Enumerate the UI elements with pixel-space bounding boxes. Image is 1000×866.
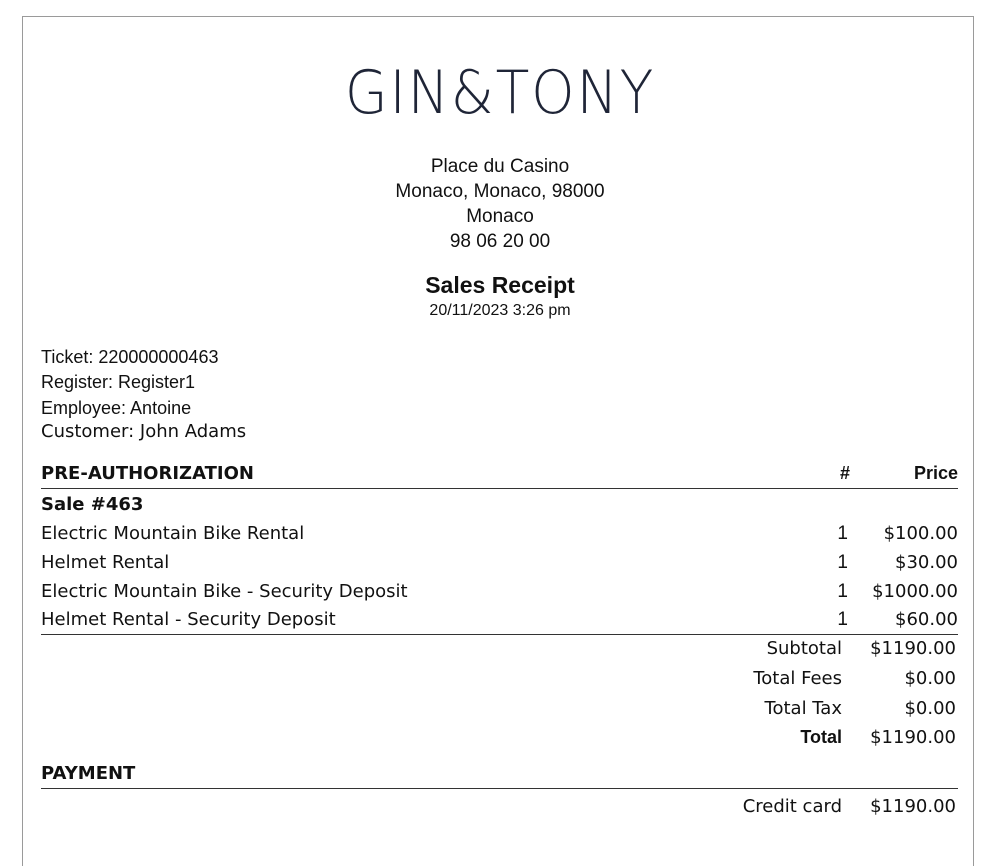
item-price: $60.00 <box>895 609 958 630</box>
payment-row <box>41 796 958 824</box>
register-name: Register: Register1 <box>41 372 196 392</box>
table-row <box>41 523 958 551</box>
table-row <box>41 581 958 609</box>
fees-row <box>41 668 958 696</box>
address-line1: Place du Casino <box>430 156 570 177</box>
header-divider <box>41 488 958 489</box>
tax-label: Total Tax <box>764 698 842 719</box>
subtotal-label: Subtotal <box>766 638 842 659</box>
tax-value: $0.00 <box>904 698 956 719</box>
item-qty: 1 <box>837 581 848 602</box>
payment-header <box>41 763 958 791</box>
subtotal-row <box>41 638 958 666</box>
total-value: $1190.00 <box>870 727 956 748</box>
address-line2: Monaco, Monaco, 98000 <box>395 181 605 202</box>
item-qty: 1 <box>837 552 848 573</box>
total-label: Total <box>800 727 842 747</box>
item-qty: 1 <box>837 609 848 630</box>
price-header: Price <box>913 463 958 483</box>
sale-label: Sale #463 <box>41 494 144 515</box>
receipt-datetime: 20/11/2023 3:26 pm <box>429 302 571 319</box>
employee-name: Employee: Antoine <box>41 398 192 418</box>
tax-row <box>41 698 958 726</box>
store-phone: 98 06 20 00 <box>449 231 551 252</box>
subtotal-value: $1190.00 <box>870 638 956 659</box>
item-qty: 1 <box>837 523 848 544</box>
items-table-header <box>41 463 958 491</box>
fees-value: $0.00 <box>904 668 956 689</box>
item-price: $1000.00 <box>872 581 958 602</box>
sale-label-row <box>41 494 958 522</box>
total-row <box>41 727 958 755</box>
table-row <box>41 552 958 580</box>
fees-label: Total Fees <box>753 668 842 689</box>
payment-amount: $1190.00 <box>870 796 956 817</box>
payment-divider <box>41 788 958 789</box>
item-name: Electric Mountain Bike Rental <box>41 523 305 544</box>
items-divider <box>41 634 958 635</box>
item-name: Electric Mountain Bike - Security Deposit <box>41 581 408 602</box>
table-row <box>41 609 958 637</box>
qty-header: # <box>839 463 850 483</box>
store-logo: GIN&TONY <box>344 58 656 128</box>
item-name: Helmet Rental - Security Deposit <box>41 609 336 630</box>
address-country: Monaco <box>466 206 534 227</box>
item-price: $100.00 <box>883 523 958 544</box>
item-price: $30.00 <box>895 552 958 573</box>
customer-name: Customer: John Adams <box>41 421 247 442</box>
section-title-payment: PAYMENT <box>41 763 136 784</box>
payment-method: Credit card <box>742 796 842 817</box>
item-name: Helmet Rental <box>41 552 170 573</box>
receipt-title: Sales Receipt <box>425 272 575 298</box>
section-title-preauth: PRE-AUTHORIZATION <box>41 463 254 484</box>
ticket-number: Ticket: 220000000463 <box>41 347 219 367</box>
